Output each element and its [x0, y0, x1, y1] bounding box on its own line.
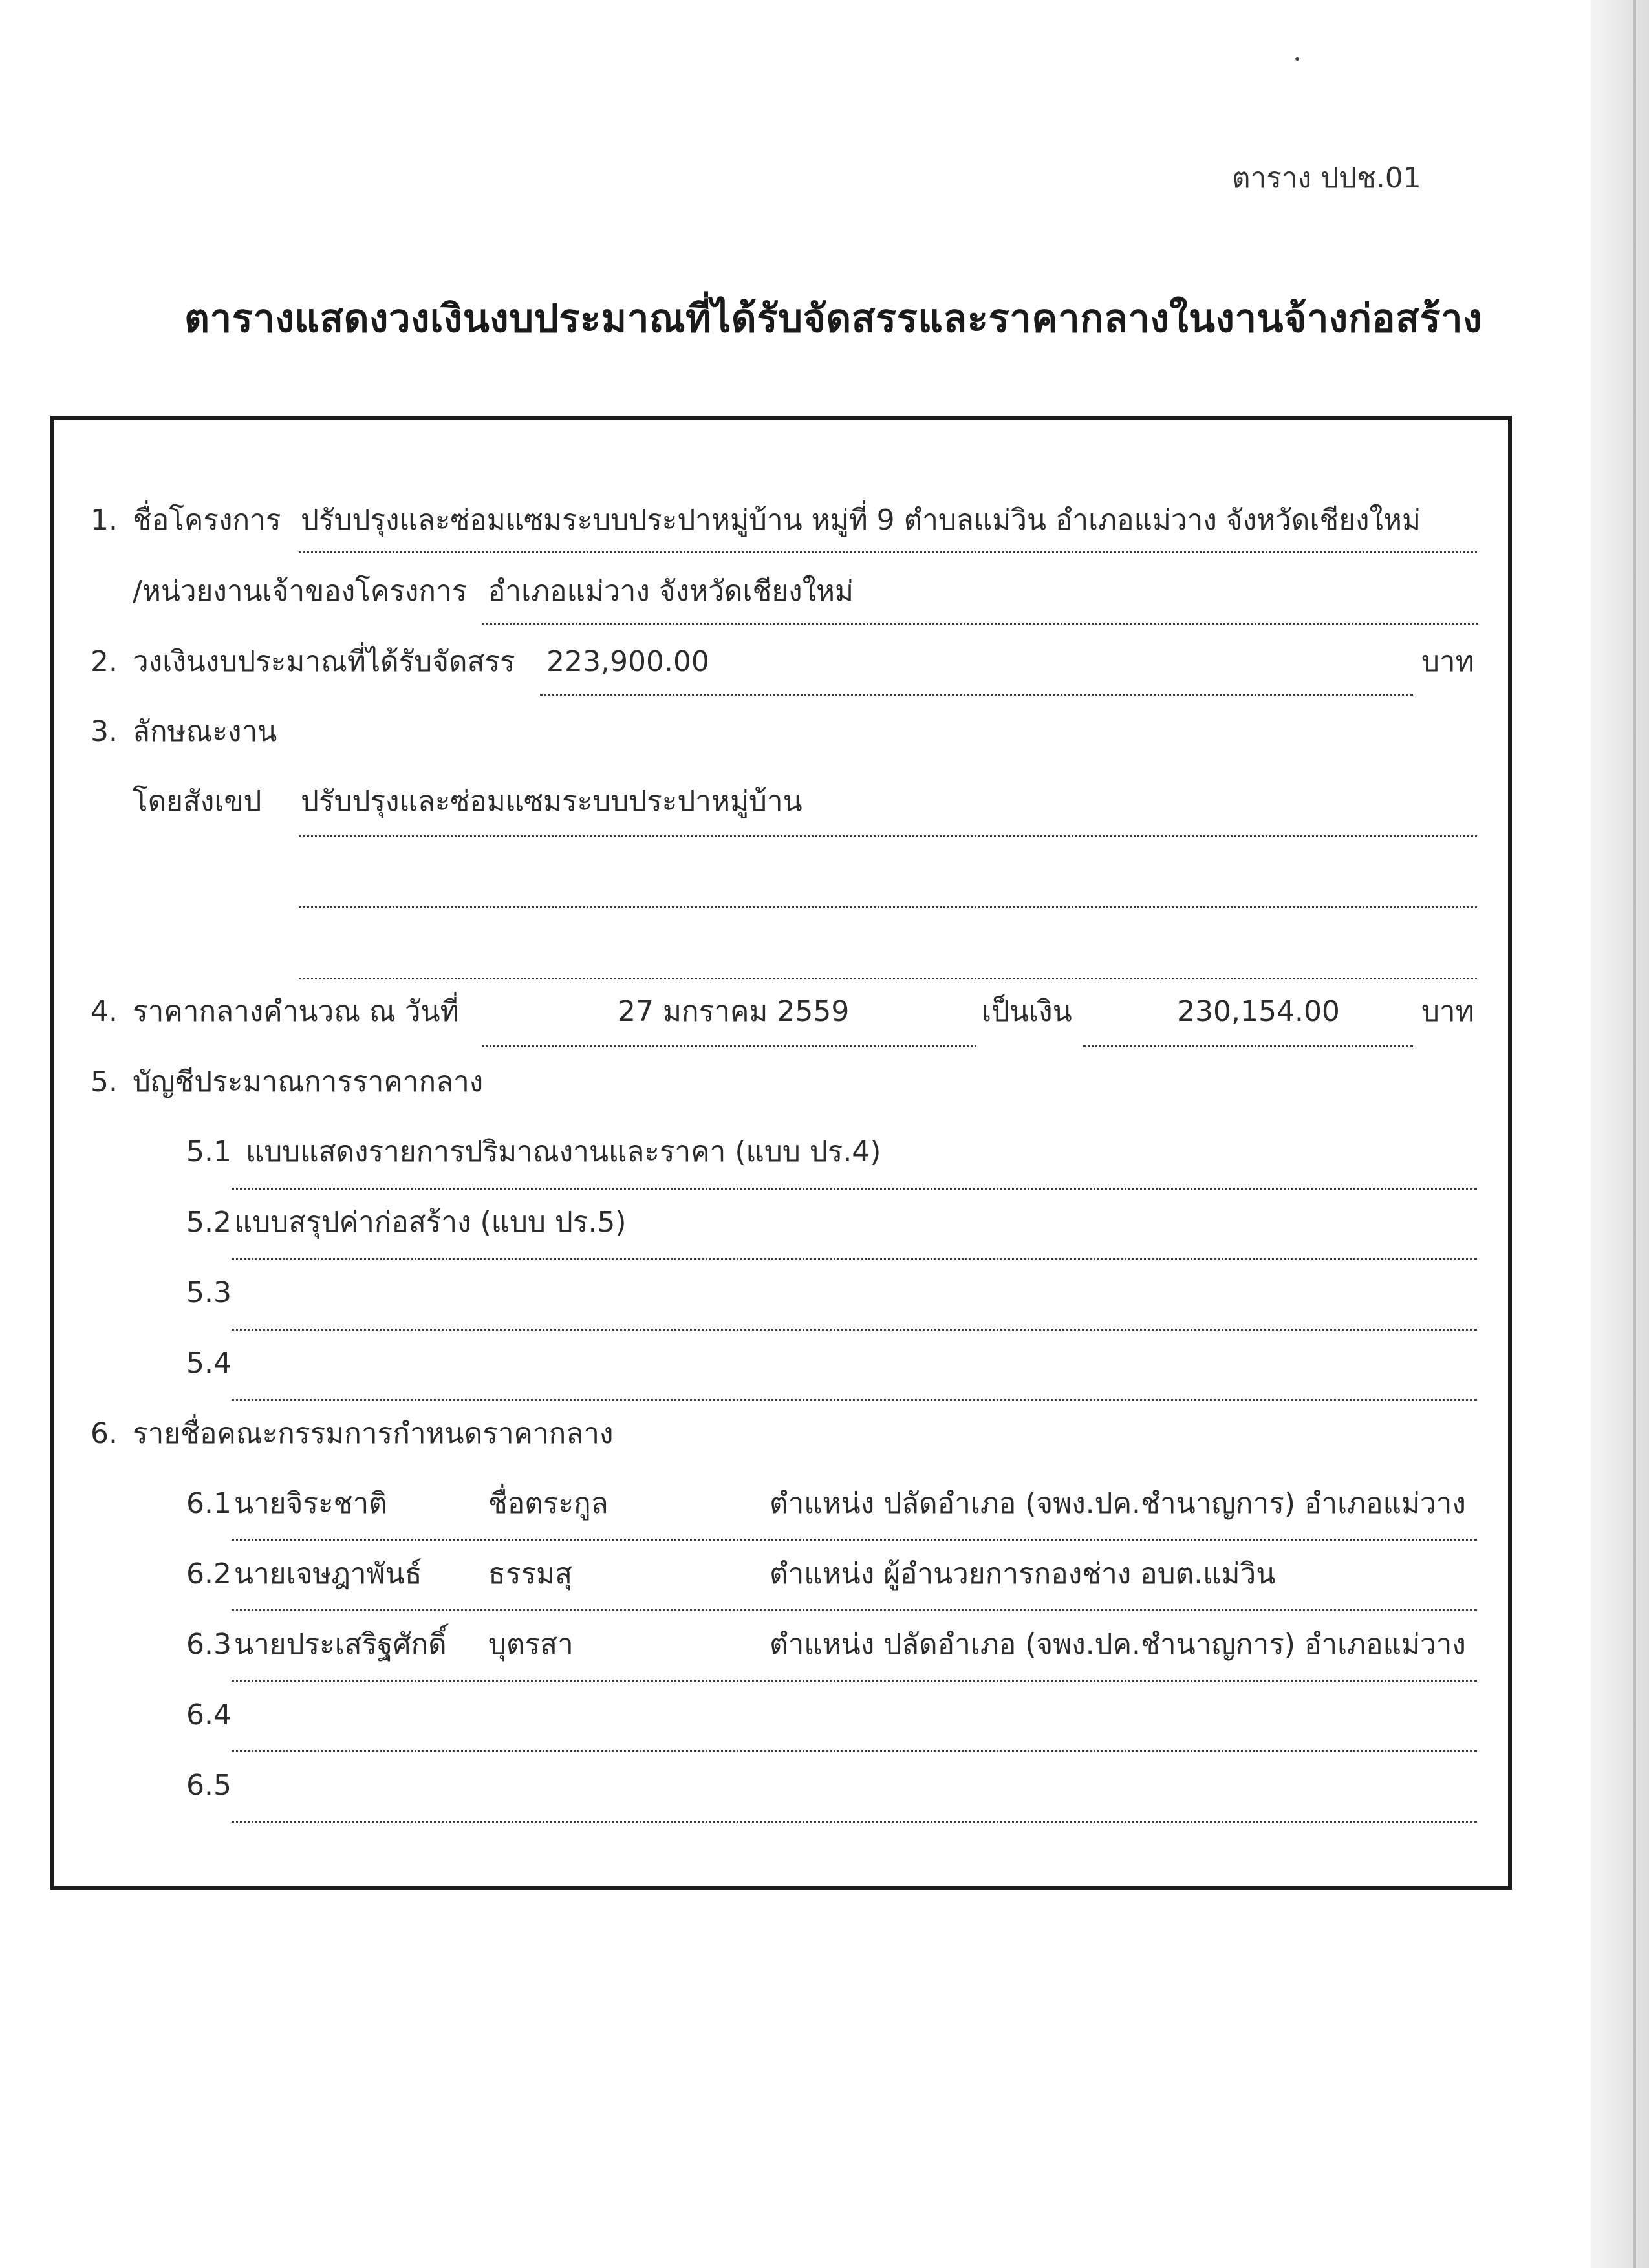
committee-member-first-name: นายเจษฎาพันธ์: [234, 1557, 422, 1590]
summary-dotted-line-2: [299, 906, 1477, 908]
committee-member-last-name: ธรรมสุ: [488, 1557, 572, 1590]
committee-member-position: ตำแหน่ง ผู้อำนวยการกองช่าง อบต.แม่วิน: [770, 1557, 1276, 1590]
committee-member-dotted-line: [232, 1821, 1477, 1823]
committee-member-number: 6.4: [186, 1698, 232, 1731]
estimate-entry-dotted-line: [232, 1329, 1477, 1331]
summary-dotted-line-1: [299, 835, 1477, 837]
estimate-entry-dotted-line: [232, 1258, 1477, 1260]
form-title: ตารางแสดงวงเงินงบประมาณที่ได้รับจัดสรรและราคากลางในงานจ้างก่อสร้าง: [184, 296, 1482, 341]
estimate-entry-dotted-line: [232, 1399, 1477, 1401]
form-code: ตาราง ปปช.01: [1232, 162, 1421, 195]
estimate-entry-number: 5.2: [186, 1206, 232, 1239]
agency-label: /หน่วยงานเจ้าของโครงการ: [133, 575, 468, 608]
median-price-amount: 230,154.00: [1177, 995, 1340, 1028]
item4-number: 4.: [91, 995, 118, 1028]
committee-member-number: 6.5: [186, 1769, 232, 1802]
agency-value: อำเภอแม่วาง จังหวัดเชียงใหม่: [488, 575, 854, 608]
budget-value: 223,900.00: [546, 645, 709, 678]
committee-member-last-name: บุตรสา: [488, 1628, 574, 1661]
committee-member-dotted-line: [232, 1609, 1477, 1611]
project-name-dotted-line: [299, 551, 1477, 553]
estimate-entry-number: 5.3: [186, 1276, 232, 1309]
committee-member-first-name: นายจิระชาติ: [234, 1487, 387, 1520]
scan-speck: [1295, 57, 1299, 61]
item3-number: 3.: [91, 715, 118, 748]
budget-unit: บาท: [1421, 645, 1474, 678]
median-price-date-label: ราคากลางคำนวณ ณ วันที่: [133, 995, 459, 1028]
scan-edge-shadow: [1591, 0, 1649, 2268]
agency-dotted-line: [482, 623, 1478, 625]
committee-label: รายชื่อคณะกรรมการกำหนดราคากลาง: [133, 1417, 614, 1450]
committee-member-dotted-line: [232, 1680, 1477, 1682]
work-nature-label: ลักษณะงาน: [133, 715, 277, 748]
estimate-entry-text: แบบสรุปค่าก่อสร้าง (แบบ ปร.5): [234, 1206, 627, 1239]
summary-value: ปรับปรุงและซ่อมแซมระบบประปาหมู่บ้าน: [301, 785, 803, 818]
estimate-entry-dotted-line: [232, 1188, 1477, 1190]
committee-member-dotted-line: [232, 1539, 1477, 1541]
committee-member-number: 6.1: [186, 1487, 232, 1520]
item5-number: 5.: [91, 1065, 118, 1098]
item1-label: ชื่อโครงการ: [133, 504, 281, 537]
budget-label: วงเงินงบประมาณที่ได้รับจัดสรร: [133, 645, 515, 678]
summary-label: โดยสังเขป: [133, 785, 262, 818]
committee-member-last-name: ชื่อตระกูล: [488, 1487, 609, 1520]
estimate-list-label: บัญชีประมาณการราคากลาง: [133, 1065, 484, 1098]
median-price-date: 27 มกราคม 2559: [618, 995, 850, 1028]
amount-unit: บาท: [1421, 995, 1474, 1028]
item6-number: 6.: [91, 1417, 118, 1450]
budget-dotted-line: [540, 694, 1413, 696]
estimate-entry-number: 5.4: [186, 1347, 232, 1380]
amount-dotted-line: [1083, 1045, 1413, 1047]
date-dotted-line: [482, 1045, 976, 1047]
item1-number: 1.: [91, 504, 118, 537]
summary-dotted-line-3: [299, 978, 1477, 979]
estimate-entry-number: 5.1: [186, 1135, 232, 1168]
estimate-entry-text: แบบแสดงรายการปริมาณงานและราคา (แบบ ปร.4): [246, 1135, 881, 1168]
item2-number: 2.: [91, 645, 118, 678]
committee-member-number: 6.2: [186, 1557, 232, 1590]
project-name-value: ปรับปรุงและซ่อมแซมระบบประปาหมู่บ้าน หมู่ที่ 9 ตำบลแม่วิน อำเภอแม่วาง จังหวัดเชียงใหม่: [301, 504, 1421, 537]
committee-member-first-name: นายประเสริฐศักดิ์: [234, 1628, 447, 1661]
committee-member-position: ตำแหน่ง ปลัดอำเภอ (จพง.ปค.ชำนาญการ) อำเภอแม่วาง: [770, 1487, 1466, 1520]
committee-member-position: ตำแหน่ง ปลัดอำเภอ (จพง.ปค.ชำนาญการ) อำเภอแม่วาง: [770, 1628, 1466, 1661]
amount-label: เป็นเงิน: [982, 995, 1072, 1028]
scan-edge-line: [1633, 0, 1636, 2268]
committee-member-number: 6.3: [186, 1628, 232, 1661]
committee-member-dotted-line: [232, 1750, 1477, 1752]
